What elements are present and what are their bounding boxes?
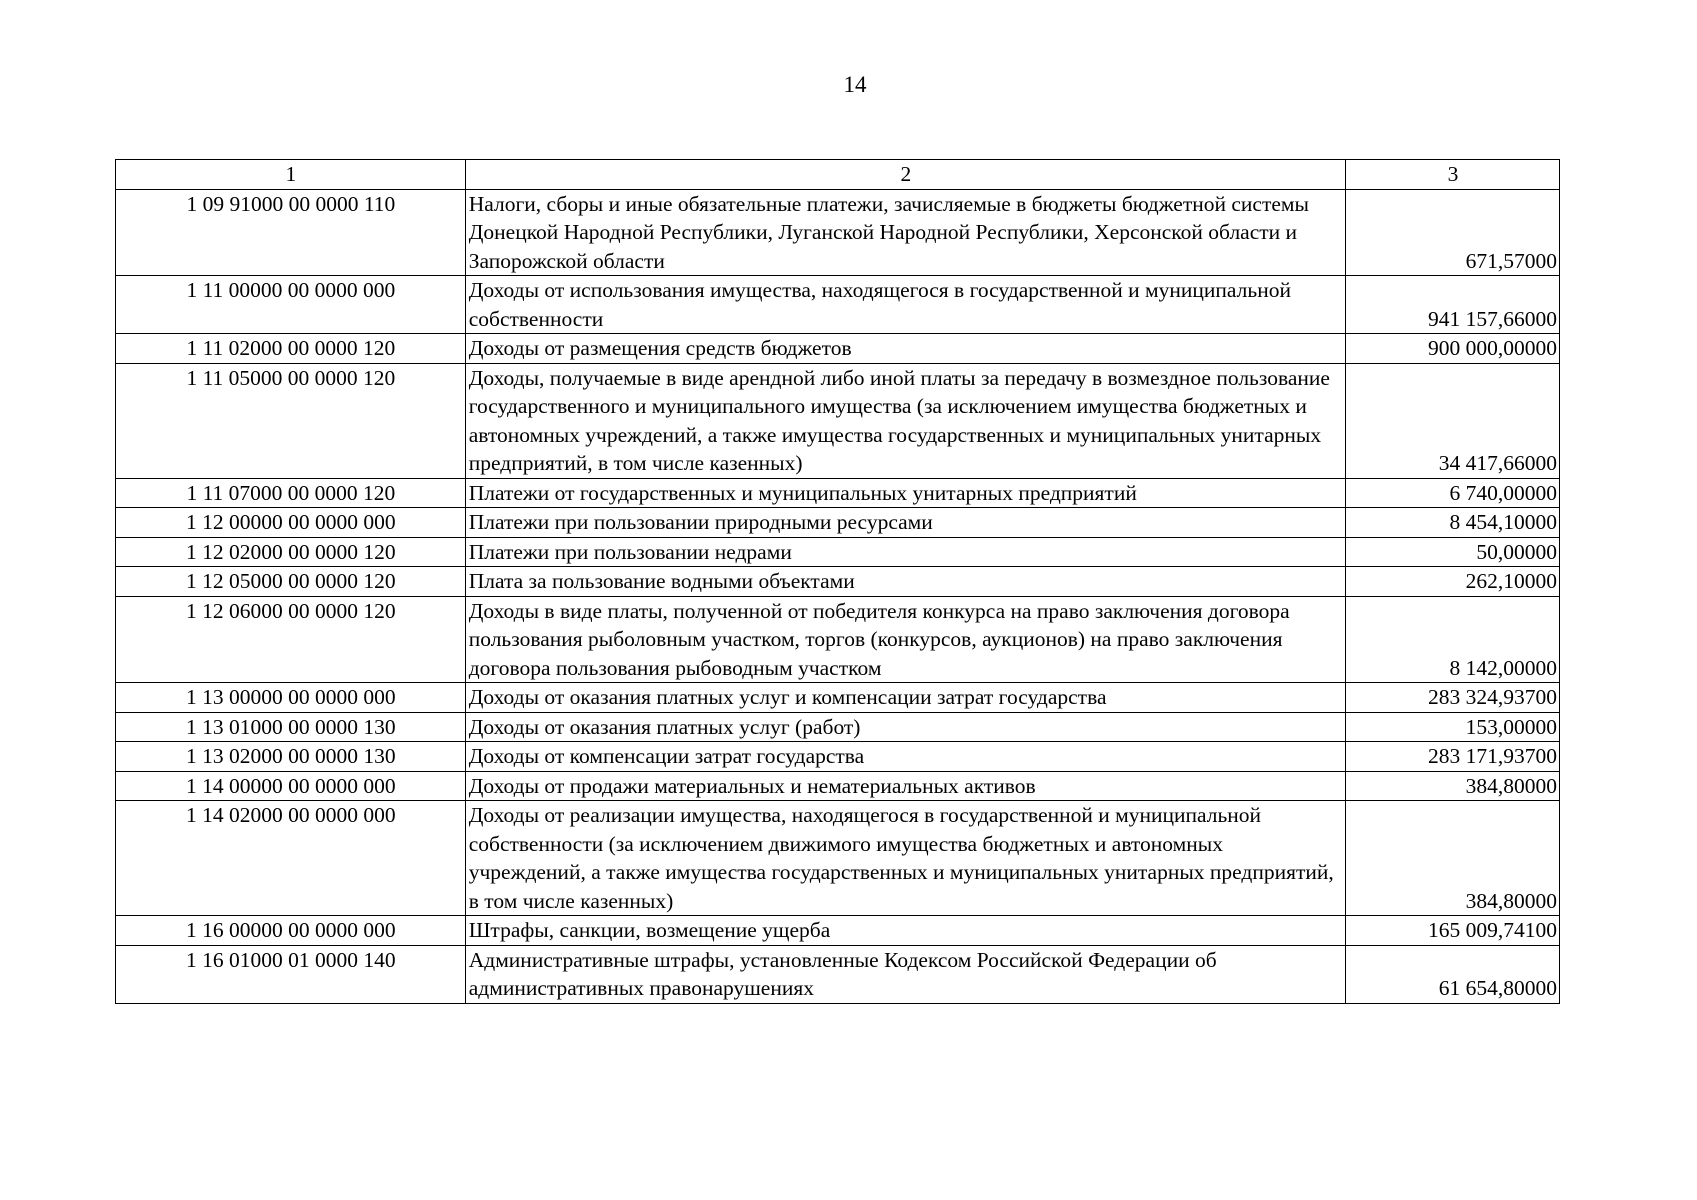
code-cell: 1 11 07000 00 0000 120 <box>116 478 466 508</box>
table-body <box>116 189 1560 1003</box>
amount-cell: 941 157,66000 <box>1346 276 1560 334</box>
code-cell: 1 09 91000 00 0000 110 <box>116 189 466 276</box>
amount-cell: 283 324,93700 <box>1346 683 1560 713</box>
name-cell: Платежи от государственных и муниципальных унитарных предприятий <box>465 478 1345 508</box>
name-cell: Доходы от оказания платных услуг и компенсации затрат государства <box>465 683 1345 713</box>
code-cell: 1 12 00000 00 0000 000 <box>116 508 466 538</box>
code-cell: 1 12 05000 00 0000 120 <box>116 567 466 597</box>
amount-cell: 50,00000 <box>1346 537 1560 567</box>
name-cell: Административные штрафы, установленные Кодексом Российской Федерации об административных правонарушениях <box>465 945 1345 1003</box>
amount-cell: 8 454,10000 <box>1346 508 1560 538</box>
code-cell: 1 13 01000 00 0000 130 <box>116 712 466 742</box>
table-row <box>116 567 1560 597</box>
name-cell: Доходы от оказания платных услуг (работ) <box>465 712 1345 742</box>
name-cell: Доходы от реализации имущества, находящегося в государственной и муниципальной собственности (за исключением движимого имущества бюджетных и автономных учреждений, а также имущества государственных и муниципальных унитарных предприятий, в том числе казенных) <box>465 801 1345 916</box>
table-row <box>116 916 1560 946</box>
name-cell: Доходы в виде платы, полученной от победителя конкурса на право заключения договора пользования рыболовным участком, торгов (конкурсов, аукционов) на право заключения договора пользования рыбоводным участком <box>465 596 1345 683</box>
column-header-2: 2 <box>465 160 1345 190</box>
name-cell: Доходы от использования имущества, находящегося в государственной и муниципальной собственности <box>465 276 1345 334</box>
amount-cell: 283 171,93700 <box>1346 742 1560 772</box>
code-cell: 1 11 00000 00 0000 000 <box>116 276 466 334</box>
name-cell: Платежи при пользовании природными ресурсами <box>465 508 1345 538</box>
table-row <box>116 478 1560 508</box>
table-row <box>116 189 1560 276</box>
column-header-3: 3 <box>1346 160 1560 190</box>
table-row <box>116 334 1560 364</box>
name-cell: Доходы от компенсации затрат государства <box>465 742 1345 772</box>
code-cell: 1 12 02000 00 0000 120 <box>116 537 466 567</box>
code-cell: 1 13 02000 00 0000 130 <box>116 742 466 772</box>
table-row <box>116 683 1560 713</box>
code-cell: 1 16 00000 00 0000 000 <box>116 916 466 946</box>
amount-cell: 61 654,80000 <box>1346 945 1560 1003</box>
amount-cell: 34 417,66000 <box>1346 363 1560 478</box>
header-row <box>116 160 1560 190</box>
amount-cell: 153,00000 <box>1346 712 1560 742</box>
amount-cell: 165 009,74100 <box>1346 916 1560 946</box>
revenue-table <box>115 159 1560 1004</box>
code-cell: 1 14 02000 00 0000 000 <box>116 801 466 916</box>
table-row <box>116 945 1560 1003</box>
table-row <box>116 742 1560 772</box>
table-row <box>116 712 1560 742</box>
table-row <box>116 276 1560 334</box>
amount-cell: 900 000,00000 <box>1346 334 1560 364</box>
code-cell: 1 14 00000 00 0000 000 <box>116 771 466 801</box>
page-number: 14 <box>843 72 867 97</box>
table-row <box>116 363 1560 478</box>
amount-cell: 384,80000 <box>1346 771 1560 801</box>
amount-cell: 6 740,00000 <box>1346 478 1560 508</box>
name-cell: Доходы, получаемые в виде арендной либо иной платы за передачу в возмездное пользование государственного и муниципального имущества (за исключением имущества бюджетных и автономных учреждений, а также имущества государственных и муниципальных унитарных предприятий, в том числе казенных) <box>465 363 1345 478</box>
amount-cell: 384,80000 <box>1346 801 1560 916</box>
table-row <box>116 801 1560 916</box>
name-cell: Доходы от размещения средств бюджетов <box>465 334 1345 364</box>
code-cell: 1 16 01000 01 0000 140 <box>116 945 466 1003</box>
name-cell: Доходы от продажи материальных и нематериальных активов <box>465 771 1345 801</box>
table-row <box>116 596 1560 683</box>
code-cell: 1 13 00000 00 0000 000 <box>116 683 466 713</box>
name-cell: Налоги, сборы и иные обязательные платежи, зачисляемые в бюджеты бюджетной системы Донецкой Народной Республики, Луганской Народной Республики, Херсонской области и Запорожской области <box>465 189 1345 276</box>
amount-cell: 671,57000 <box>1346 189 1560 276</box>
code-cell: 1 11 02000 00 0000 120 <box>116 334 466 364</box>
column-header-1: 1 <box>116 160 466 190</box>
table-row <box>116 537 1560 567</box>
amount-cell: 262,10000 <box>1346 567 1560 597</box>
code-cell: 1 12 06000 00 0000 120 <box>116 596 466 683</box>
code-cell: 1 11 05000 00 0000 120 <box>116 363 466 478</box>
name-cell: Платежи при пользовании недрами <box>465 537 1345 567</box>
table-row <box>116 508 1560 538</box>
name-cell: Штрафы, санкции, возмещение ущерба <box>465 916 1345 946</box>
name-cell: Плата за пользование водными объектами <box>465 567 1345 597</box>
table-row <box>116 771 1560 801</box>
amount-cell: 8 142,00000 <box>1346 596 1560 683</box>
